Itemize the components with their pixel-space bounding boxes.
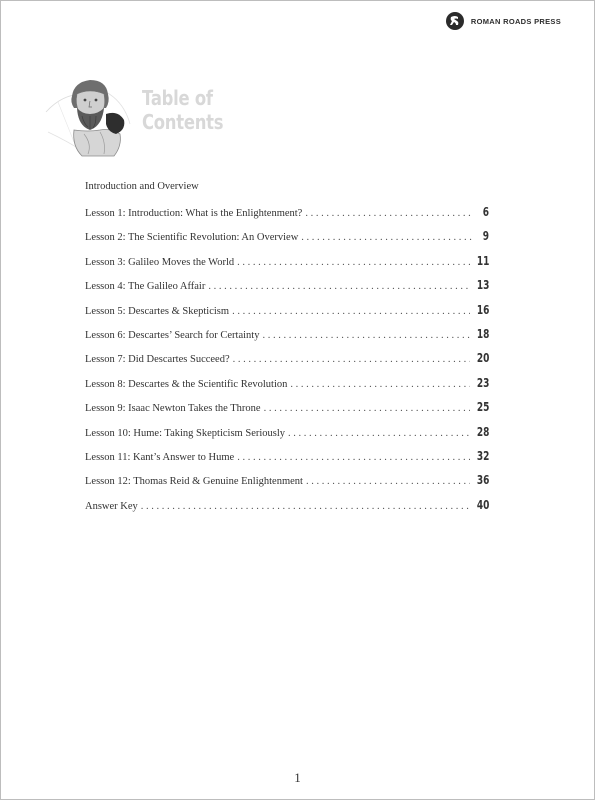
toc-leader-dots (288, 428, 470, 439)
toc-leader-dots (208, 281, 469, 292)
toc-leader-dots (237, 257, 469, 268)
toc-entry-page: 16 (476, 301, 489, 317)
toc-entry-label: Answer Key (85, 500, 138, 512)
toc-leader-dots (301, 232, 473, 243)
toc-leader-dots (232, 306, 470, 317)
toc-entry (85, 424, 489, 448)
toc-entry-label: Lesson 10: Hume: Taking Skepticism Seriously (85, 427, 286, 439)
toc-entry-label: Lesson 1: Introduction: What is the Enlightenment? (85, 208, 303, 219)
toc-entry (85, 375, 489, 399)
toc-entry-page: 25 (476, 399, 489, 415)
toc-entry-page: 6 (482, 204, 489, 219)
publisher-mark (446, 12, 561, 30)
toc-entry-page: 9 (482, 228, 489, 244)
toc-entry (85, 204, 489, 228)
toc-entry-page: 20 (476, 350, 489, 366)
toc-entry-page: 32 (476, 447, 489, 463)
toc-intro: Introduction and Overview (85, 181, 199, 192)
toc-entry-label: Lesson 11: Kant’s Answer to Hume (85, 451, 235, 463)
toc-entry-page: 36 (476, 472, 489, 488)
rider-emblem-icon (446, 12, 464, 30)
page-number: 1 (294, 770, 301, 785)
toc-entry-label: Lesson 12: Thomas Reid & Genuine Enlightenment (85, 476, 303, 488)
toc-entry-page: 13 (476, 277, 489, 293)
toc-entry (85, 228, 489, 252)
toc-entry-label: Lesson 3: Galileo Moves the World (85, 256, 235, 268)
toc-entry (85, 302, 489, 326)
toc-leader-dots (262, 330, 469, 341)
table-of-contents (85, 180, 489, 521)
toc-leader-dots (305, 208, 473, 219)
toc-leader-dots (141, 501, 470, 512)
toc-leader-dots (233, 354, 470, 365)
toc-entry (85, 497, 489, 521)
toc-entry (85, 277, 489, 301)
toc-title-line1: Table of (142, 86, 213, 110)
toc-entry-label: Lesson 2: The Scientific Revolution: An Overview (85, 232, 299, 244)
toc-entry-page: 11 (476, 252, 489, 268)
philosopher-bust-icon (44, 72, 140, 160)
toc-entry (85, 253, 489, 277)
toc-entry-label: Lesson 5: Descartes & Skepticism (85, 305, 230, 317)
toc-entry-page: 40 (476, 496, 489, 512)
toc-entry (85, 448, 489, 472)
toc-entry (85, 326, 489, 350)
toc-title (142, 86, 223, 134)
toc-leader-dots (264, 403, 470, 414)
toc-entry-label: Lesson 9: Isaac Newton Takes the Throne (85, 403, 261, 415)
toc-leader-dots (290, 379, 469, 390)
toc-entry (85, 399, 489, 423)
toc-entry-page: 23 (476, 374, 489, 390)
publisher-name: ROMAN ROADS PRESS (470, 16, 561, 26)
toc-leader-dots (237, 452, 469, 463)
toc-entry-label: Lesson 7: Did Descartes Succeed? (85, 354, 230, 366)
toc-entry-label: Lesson 8: Descartes & the Scientific Revolution (85, 378, 288, 390)
toc-entry-page: 18 (476, 325, 489, 341)
toc-entry (85, 472, 489, 496)
toc-leader-dots (306, 476, 470, 487)
toc-title-line2: Contents (142, 110, 224, 134)
toc-entry-page: 28 (476, 423, 489, 439)
toc-header (44, 72, 264, 162)
toc-entry (85, 350, 489, 374)
toc-entry-label: Lesson 4: The Galileo Affair (85, 281, 206, 293)
toc-entry-label: Lesson 6: Descartes’ Search for Certainty (85, 329, 260, 341)
